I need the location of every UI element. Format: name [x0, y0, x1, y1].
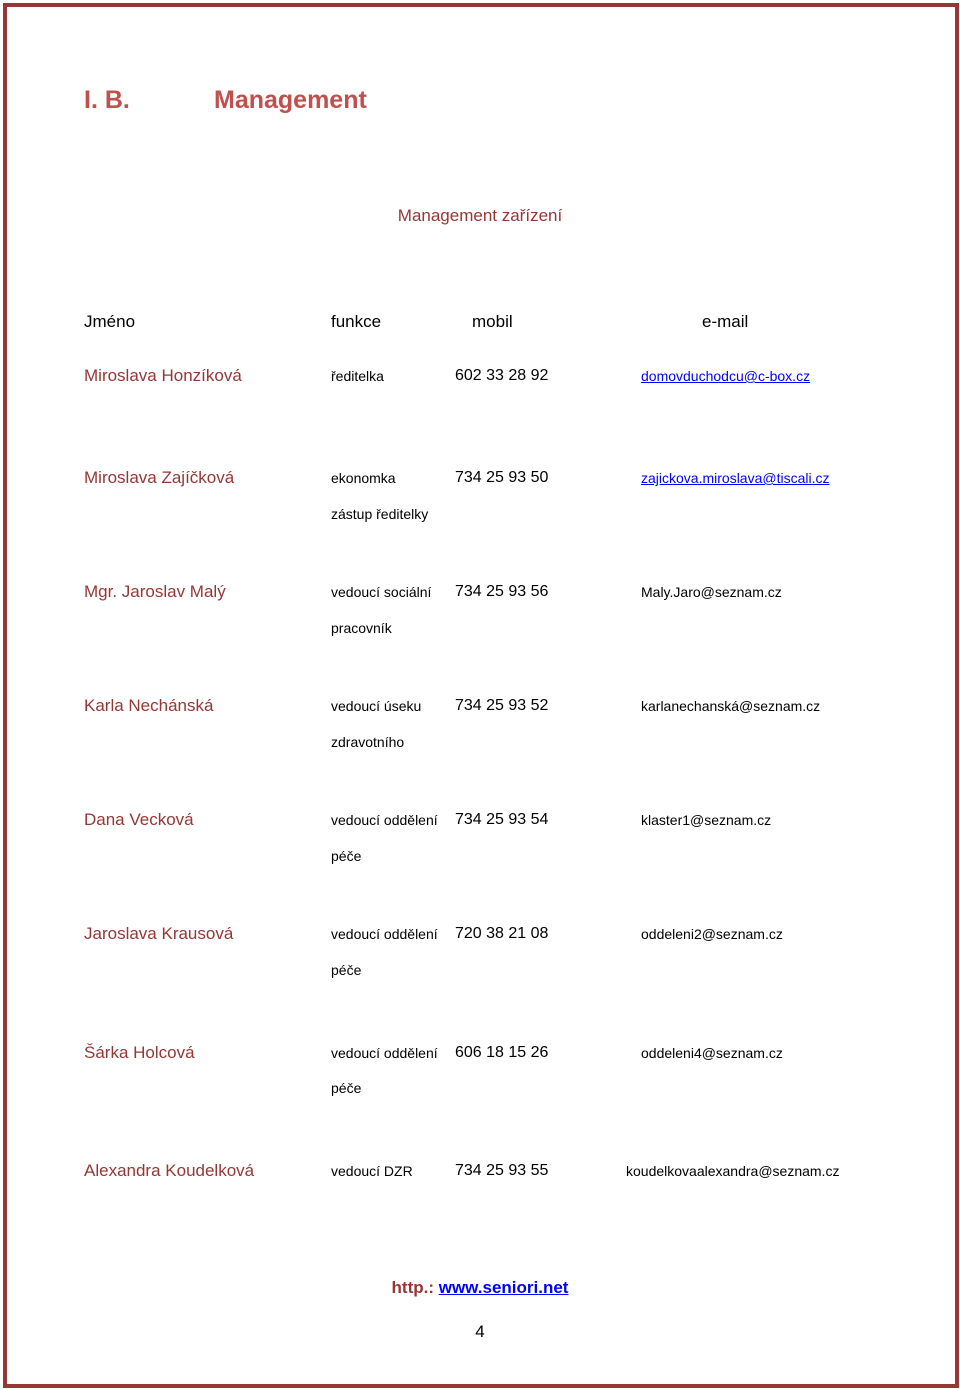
person-mobile: 734 25 93 54 [455, 811, 549, 828]
person-name: Miroslava Zajíčková [84, 468, 235, 487]
person-role-continued: péče [331, 848, 362, 864]
person-mobile: 734 25 93 50 [455, 469, 549, 486]
table-row [0, 466, 960, 490]
person-email: oddeleni4@seznam.cz [641, 1045, 783, 1061]
website-link[interactable]: www.seniori.net [438, 1278, 569, 1297]
section-title: Management [214, 86, 367, 114]
section-number: I. B. [84, 86, 130, 114]
table-row [0, 1041, 960, 1065]
person-mobile: 606 18 15 26 [455, 1044, 549, 1061]
person-name: Karla Nechánská [84, 696, 214, 715]
footer-prefix: http.: [391, 1278, 439, 1297]
person-mobile: 602 33 28 92 [455, 367, 549, 384]
person-role: vedoucí oddělení [331, 926, 438, 942]
page-number: 4 [475, 1322, 485, 1341]
footer [0, 1278, 960, 1298]
person-role: vedoucí oddělení [331, 812, 438, 828]
person-mobile: 734 25 93 56 [455, 583, 549, 600]
person-role-continued: pracovník [331, 620, 392, 636]
person-name: Miroslava Honzíková [84, 366, 242, 385]
table-row [0, 580, 960, 604]
table-row [0, 808, 960, 832]
person-email: Maly.Jaro@seznam.cz [641, 584, 782, 600]
person-email: koudelkovaalexandra@seznam.cz [626, 1163, 840, 1179]
person-role: vedoucí oddělení [331, 1045, 438, 1061]
table-row [0, 694, 960, 718]
column-header-email: e-mail [702, 312, 749, 331]
person-role: vedoucí úseku [331, 698, 422, 714]
person-name: Jaroslava Krausová [84, 924, 234, 943]
table-row [0, 922, 960, 946]
person-name: Dana Vecková [84, 810, 194, 829]
person-role: ekonomka [331, 470, 396, 486]
person-mobile: 720 38 21 08 [455, 925, 549, 942]
person-role-continued: péče [331, 962, 362, 978]
person-role-continued: zástup ředitelky [331, 506, 429, 522]
person-role: ředitelka [331, 368, 384, 384]
person-mobile: 734 25 93 52 [455, 697, 549, 714]
person-email: karlanechanská@seznam.cz [641, 698, 821, 714]
person-name: Alexandra Koudelková [84, 1161, 255, 1180]
person-email: klaster1@seznam.cz [641, 812, 772, 828]
person-role-continued: zdravotního [331, 734, 405, 750]
table-row [0, 1159, 960, 1183]
email-link[interactable]: domovduchodcu@c-box.cz [641, 368, 811, 384]
person-name: Mgr. Jaroslav Malý [84, 582, 226, 601]
page-subtitle: Management zařízení [397, 206, 563, 225]
person-role-continued: péče [331, 1080, 362, 1096]
column-header-name: Jméno [84, 312, 136, 331]
person-role: vedoucí sociální [331, 584, 432, 600]
person-mobile: 734 25 93 55 [455, 1162, 549, 1179]
person-name: Šárka Holcová [84, 1043, 195, 1062]
column-header-mobile: mobil [472, 312, 513, 331]
email-link[interactable]: zajickova.miroslava@tiscali.cz [641, 470, 830, 486]
person-email: oddeleni2@seznam.cz [641, 926, 783, 942]
column-header-role: funkce [331, 312, 382, 331]
person-role: vedoucí DZR [331, 1163, 413, 1179]
table-row [0, 364, 960, 388]
